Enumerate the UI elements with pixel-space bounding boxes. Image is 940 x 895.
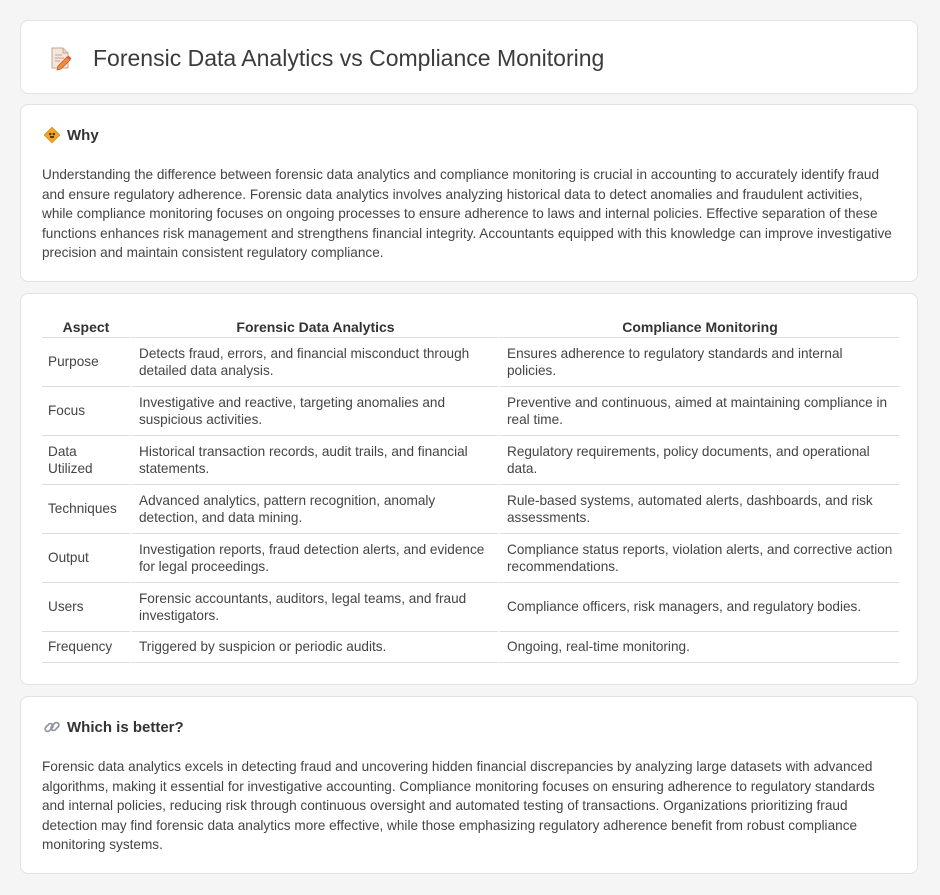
why-section bbox=[20, 104, 918, 282]
table-row bbox=[42, 436, 899, 485]
cell-aspect: Purpose bbox=[42, 338, 130, 387]
header-compliance: Compliance Monitoring bbox=[498, 316, 899, 338]
table-header-row bbox=[42, 316, 899, 338]
cell-forensic: Historical transaction records, audit trails, and financial statements. bbox=[130, 436, 498, 485]
better-heading-row bbox=[43, 718, 184, 736]
cell-compliance: Regulatory requirements, policy documents, and operational data. bbox=[498, 436, 899, 485]
cell-compliance: Preventive and continuous, aimed at maintaining compliance in real time. bbox=[498, 387, 899, 436]
cell-compliance: Ensures adherence to regulatory standards and internal policies. bbox=[498, 338, 899, 387]
cell-forensic: Investigative and reactive, targeting anomalies and suspicious activities. bbox=[130, 387, 498, 436]
table-row bbox=[42, 632, 899, 663]
cell-compliance: Compliance status reports, violation alerts, and corrective action recommendations. bbox=[498, 534, 899, 583]
cell-forensic: Detects fraud, errors, and financial misconduct through detailed data analysis. bbox=[130, 338, 498, 387]
better-paragraph: Forensic data analytics excels in detecting fraud and uncovering hidden financial discrepancies by analyzing large datasets with advanced algorithms, making it essential for investigative accounting. Compliance monitoring focuses on ensuring adherence to regulatory standards and internal policies, reducing risk through continuous oversight and automated testing of transactions. Organizations prioritizing fraud detection may find forensic data analytics more effective, while those emphasizing regulatory adherence benefit from robust compliance monitoring systems. bbox=[42, 759, 875, 853]
table-row bbox=[42, 534, 899, 583]
link-icon bbox=[43, 718, 61, 736]
warning-sign-icon bbox=[43, 126, 61, 144]
cell-aspect: Output bbox=[42, 534, 130, 583]
table-row bbox=[42, 338, 899, 387]
table-row bbox=[42, 583, 899, 632]
cell-aspect: Data Utilized bbox=[42, 436, 130, 485]
cell-forensic: Investigation reports, fraud detection alerts, and evidence for legal proceedings. bbox=[130, 534, 498, 583]
cell-forensic: Forensic accountants, auditors, legal teams, and fraud investigators. bbox=[130, 583, 498, 632]
cell-compliance: Ongoing, real-time monitoring. bbox=[498, 632, 899, 663]
which-is-better-section bbox=[20, 696, 918, 874]
table-row bbox=[42, 387, 899, 436]
header-aspect: Aspect bbox=[42, 316, 130, 338]
cell-aspect: Techniques bbox=[42, 485, 130, 534]
cell-forensic: Advanced analytics, pattern recognition, anomaly detection, and data mining. bbox=[130, 485, 498, 534]
cell-forensic: Triggered by suspicion or periodic audits. bbox=[130, 632, 498, 663]
why-paragraph: Understanding the difference between forensic data analytics and compliance monitoring is crucial in accounting to accurately identify fraud and ensure regulatory adherence. Forensic data analytics involves analyzing historical data to detect anomalies and fraudulent activities, while compliance monitoring focuses on ongoing processes to ensure adherence to laws and internal policies. Effective separation of these functions enhances risk management and strengthens financial integrity. Accountants equipped with this knowledge can improve investigative precision and maintain consistent regulatory compliance. bbox=[42, 167, 892, 261]
document-pencil-icon bbox=[47, 45, 73, 71]
cell-compliance: Compliance officers, risk managers, and regulatory bodies. bbox=[498, 583, 899, 632]
cell-aspect: Focus bbox=[42, 387, 130, 436]
header-card bbox=[20, 20, 918, 94]
page-title-row bbox=[47, 43, 604, 73]
page-title: Forensic Data Analytics vs Compliance Monitoring bbox=[93, 45, 605, 71]
table-row bbox=[42, 485, 899, 534]
comparison-table bbox=[42, 316, 899, 663]
cell-aspect: Frequency bbox=[42, 632, 130, 663]
cell-compliance: Rule-based systems, automated alerts, dashboards, and risk assessments. bbox=[498, 485, 899, 534]
why-heading-row bbox=[43, 126, 99, 144]
better-heading: Which is better? bbox=[67, 718, 184, 736]
header-forensic: Forensic Data Analytics bbox=[130, 316, 498, 338]
why-heading: Why bbox=[67, 126, 99, 144]
comparison-table-card bbox=[20, 293, 918, 685]
cell-aspect: Users bbox=[42, 583, 130, 632]
